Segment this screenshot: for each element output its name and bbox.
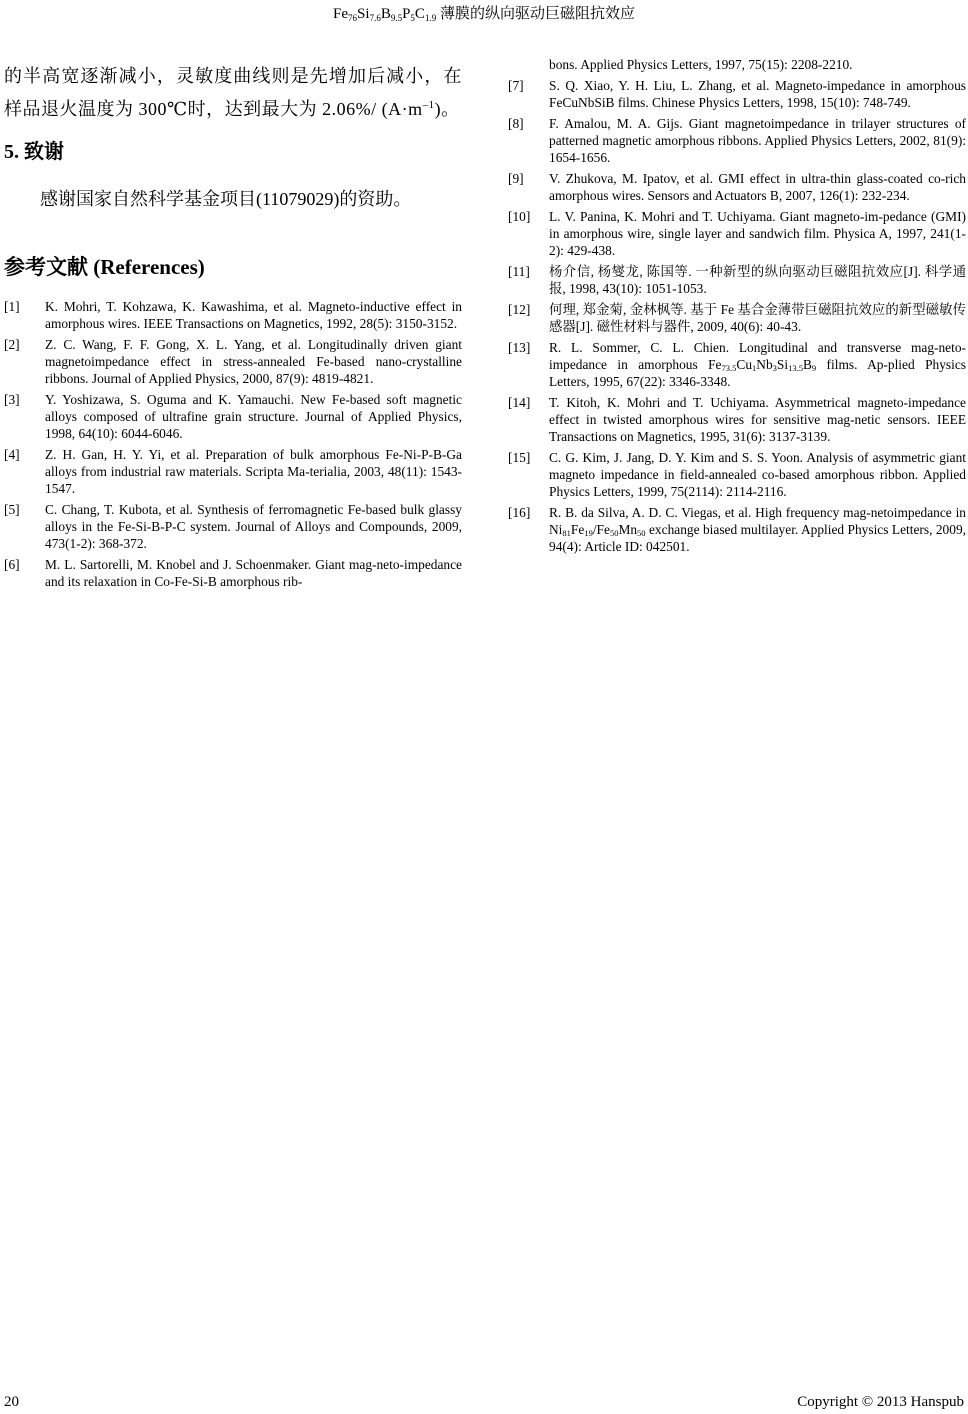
formula-part: Si (776, 357, 789, 372)
reference-text: F. Amalou, M. A. Gijs. Giant magnetoimpedance in trilayer structures of patterned magnetic amorphous ribbons. Applied Physics Letters, 2002, 81(9): 1654-1656. (549, 116, 966, 165)
reference-item (4, 446, 462, 497)
reference-text: V. Zhukova, M. Ipatov, et al. GMI effect in ultra-thin glass-coated co-rich amorphous wires. Sensors and Actuators B, 2007, 126(1): 232-234. (549, 171, 966, 203)
formula-subscript: 76 (348, 13, 358, 23)
left-column (4, 60, 462, 594)
reference-number: [15] (508, 450, 531, 465)
formula-part: Fe (570, 522, 585, 537)
reference-text: C. Chang, T. Kubota, et al. Synthesis of ferromagnetic Fe-based bulk glassy alloys in the Fe-Si-B-P-C system. Journal of Alloys and Compounds, 2009, 473(1-2): 368-372. (45, 502, 462, 551)
reference-text: R. L. Sommer, C. L. Chien. Longitudinal and transverse mag-neto-impedance in amorphous (549, 340, 966, 372)
formula-part: B (802, 357, 812, 372)
formula-part: Fe (333, 6, 349, 22)
reference-list-right-c (508, 394, 966, 500)
reference-item (508, 504, 966, 555)
formula-subscript: 5 (410, 13, 415, 23)
formula-subscript: 19 (584, 528, 593, 538)
formula-subscript: 9.5 (390, 13, 403, 23)
formula-part: Ni (549, 522, 563, 537)
reference-text: T. Kitoh, K. Mohri and T. Uchiyama. Asymmetrical magneto-impedance effect in twisted amorphous wires for sensitive mag-netic sensors. IEEE Transactions on Magnetics, 1995, 31(6): 3137-3139. (549, 395, 966, 444)
reference-text: S. Q. Xiao, Y. H. Liu, L. Zhang, et al. Magneto-impedance in amorphous FeCuNbSiB films. Chinese Physics Letters, 1998, 15(10): 748-749. (549, 78, 966, 110)
acknowledgement-heading: 5. 致谢 (4, 141, 64, 163)
acknowledgement-text: 感谢国家自然科学基金项目(11079029)的资助。 (40, 189, 412, 209)
reference-continuation: bons. Applied Physics Letters, 1997, 75(15): 2208-2210. (549, 57, 853, 72)
formula-subscript: 81 (562, 528, 571, 538)
formula-part: /Fe (592, 522, 610, 537)
header-title: 薄膜的纵向驱动巨磁阻抗效应 (436, 6, 635, 22)
formula-subscript: 73.5 (721, 363, 737, 373)
reference-text: films. Ap-plied Physics Letters, 1995, 67(22): 3346-3348. (549, 357, 966, 389)
reference-number: [8] (508, 116, 524, 131)
formula-part: P (402, 6, 411, 22)
reference-item (508, 339, 966, 390)
reference-text: Z. C. Wang, F. F. Gong, X. L. Yang, et al. Longitudinally driven giant magnetoimpedance effect in stress-annealed Fe-based nano-crystalline ribbons. Journal of Applied Physics, 2000, 87(9): 4819-4821. (45, 337, 462, 386)
reference-text: exchange biased multilayer. Applied Physics Letters, 2009, 94(4): Article ID: 042501. (549, 522, 966, 554)
reference-item (4, 501, 462, 552)
reference-item (4, 298, 462, 332)
conclusion-text: 的半高宽逐渐减小，灵敏度曲线则是先增加后减小，在样品退火温度为 300℃时，达到最大为 2.06%/ (A·m (4, 66, 462, 119)
reference-number: [16] (508, 505, 531, 520)
reference-text: K. Mohri, T. Kohzawa, K. Kawashima, et al. Magneto-inductive effect in amorphous wires. IEEE Transactions on Magnetics, 1992, 28(5): 3150-3152. (45, 299, 462, 331)
reference-number: [4] (4, 447, 20, 462)
formula-part: Cu (736, 357, 753, 372)
reference-item (508, 170, 966, 204)
reference-number: [5] (4, 502, 20, 517)
reference-number: [2] (4, 337, 20, 352)
formula-part: B (380, 6, 391, 22)
formula-subscript: 1.9 (424, 13, 437, 23)
reference-item (508, 77, 966, 111)
formula-subscript: 50 (609, 528, 619, 538)
formula-part: Si (357, 6, 370, 22)
page-number: 20 (4, 1394, 19, 1410)
formula-subscript: 9 (811, 363, 817, 373)
reference-number: [13] (508, 340, 531, 355)
formula-part: Mn (618, 522, 638, 537)
reference-item (508, 394, 966, 445)
reference-number: [3] (4, 392, 20, 407)
reference-list-left (4, 298, 462, 590)
reference-text: Z. H. Gan, H. Y. Yi, et al. Preparation of bulk amorphous Fe-Ni-P-B-Ga alloys from industrial raw materials. Scripta Ma-terialia, 2003, 48(11): 1543-1547. (45, 447, 462, 496)
reference-number: [9] (508, 171, 524, 186)
reference-number: [12] (508, 302, 531, 317)
reference-list-right-a (508, 77, 966, 335)
unit-superscript: –1 (422, 99, 435, 111)
reference-item (508, 301, 966, 335)
reference-text: L. V. Panina, K. Mohri and T. Uchiyama. Giant magneto-im-pedance (GMI) in amorphous wire, single layer and sandwich film. Physica A, 1997, 241(1-2): 429-438. (549, 209, 966, 258)
conclusion-tail: )。 (434, 99, 460, 119)
formula-subscript: 3 (772, 363, 777, 373)
reference-text: R. B. da Silva, A. D. C. Viegas, et al. High frequency mag-netoimpedance in (549, 505, 966, 520)
reference-text: 杨介信, 杨燮龙, 陈国等. 一种新型的纵向驱动巨磁阻抗效应[J]. 科学通报, 1998, 43(10): 1051-1053. (549, 264, 966, 296)
right-column (508, 56, 966, 559)
formula-part: Nb (756, 357, 773, 372)
reference-number: [14] (508, 395, 531, 410)
formula-subscript: 50 (637, 528, 646, 538)
reference-item (508, 449, 966, 500)
reference-text: M. L. Sartorelli, M. Knobel and J. Schoenmaker. Giant mag-neto-impedance and its relaxation in Co-Fe-Si-B amorphous rib- (45, 557, 462, 589)
formula-subscript: 13.5 (788, 363, 803, 373)
reference-item (508, 115, 966, 166)
reference-number: [7] (508, 78, 524, 93)
running-header (0, 4, 968, 24)
reference-text: C. G. Kim, J. Jang, D. Y. Kim and S. S. Yoon. Analysis of asymmetric giant magneto impedance in field-annealed co-based amorphous ribbon. Applied Physics Letters, 1999, 75(2114): 2114-2116. (549, 450, 966, 499)
reference-list-right-d (508, 504, 966, 555)
reference-item (508, 208, 966, 259)
formula-part: C (414, 6, 425, 22)
reference-number: [11] (508, 264, 530, 279)
reference-text: 何理, 郑金菊, 金林枫等. 基于 Fe 基合金薄带巨磁阻抗效应的新型磁敏传感器[J]. 磁性材料与器件, 2009, 40(6): 40-43. (549, 302, 966, 334)
reference-item (4, 391, 462, 442)
formula-subscript: 7.6 (369, 13, 381, 23)
conclusion-paragraph (4, 60, 462, 126)
formula-subscript: 1 (752, 363, 757, 373)
reference-list-right-b (508, 339, 966, 390)
reference-item (508, 263, 966, 297)
copyright-notice: Copyright © 2013 Hanspub (797, 1394, 964, 1410)
reference-number: [1] (4, 299, 20, 314)
reference-number: [6] (4, 557, 20, 572)
reference-item (4, 336, 462, 387)
formula-part: Fe (708, 357, 722, 372)
reference-item (4, 556, 462, 590)
reference-number: [10] (508, 209, 531, 224)
references-heading: 参考文献 (References) (4, 255, 205, 279)
reference-text: Y. Yoshizawa, S. Oguma and K. Yamauchi. New Fe-based soft magnetic alloys composed of ultrafine grain structure. Journal of Applied Physics, 1998, 64(10): 6044-6046. (45, 392, 462, 441)
